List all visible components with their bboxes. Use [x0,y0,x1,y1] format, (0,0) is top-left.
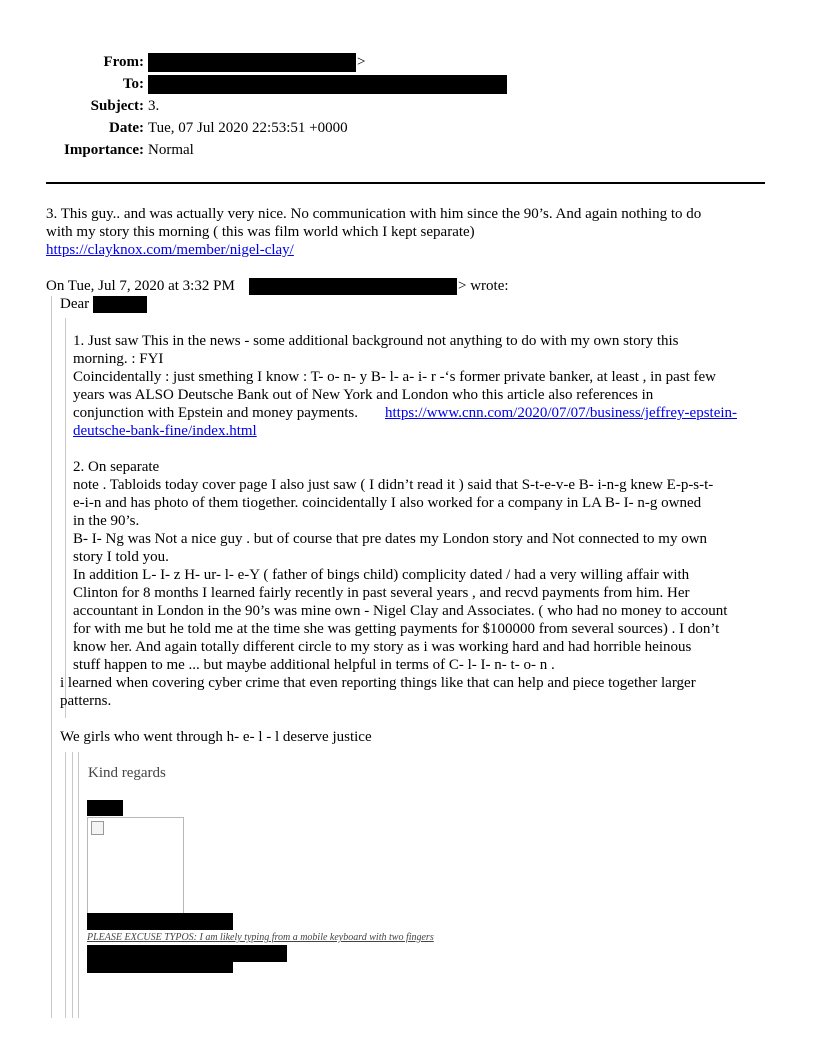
date-label: Date: [109,120,144,136]
quote-bar [65,752,66,1018]
quoted-line: in the 90’s. [73,513,140,529]
quoted-line: for with me but he told me at the time she was getting payments for $100000 from several sources) . I don’t [73,621,720,637]
from-label: From: [103,54,144,70]
cnn-link-part1[interactable]: https://www.cnn.com/2020/07/07/business/jeffrey-epstein- [385,405,738,421]
quoted-line: accountant in London in the 90’s was mine own - Nigel Clay and Associates. ( who had no money to account [73,603,728,619]
redacted-signature-line [87,962,233,973]
signature-image [87,817,184,914]
header-divider [46,182,765,184]
signature-regards: Kind regards [88,765,166,781]
broken-image-icon [91,821,104,835]
subject-value: 3. [148,98,160,114]
date-value: Tue, 07 Jul 2020 22:53:51 +0000 [148,120,348,136]
redacted-recipient [148,75,507,94]
quoted-line: morning. : FYI [73,351,164,367]
reply-attribution-suffix: > wrote: [458,278,509,294]
cnn-link-part2[interactable]: deutsche-bank-fine/index.html [73,423,257,439]
subject-label: Subject: [90,98,144,114]
quoted-line: patterns. [60,693,112,709]
redacted-signature-name [87,800,123,816]
quoted-line: Coincidentally : just smething I know : T- o- n- y B- l- a- i- r -‘s former private banker, at least , in past few [73,369,716,385]
quoted-line: 1. Just saw This in the news - some additional background not anything to do with my own story this [73,333,679,349]
quoted-line: note . Tabloids today cover page I also just saw ( I didn’t read it ) said that S-t-e-v-e B- i-n-g knew E-p-s-t- [73,477,714,493]
quoted-line: B- I- Ng was Not a nice guy . but of course that pre dates my London story and Not connected to my own [73,531,708,547]
quote-bar [51,296,52,1018]
to-label: To: [122,76,144,92]
reply-attribution-prefix: On Tue, Jul 7, 2020 at 3:32 PM [46,278,235,294]
quoted-line: 2. On separate [73,459,160,475]
redacted-signature-line [87,913,233,930]
quoted-line: Clinton for 8 months I learned fairly recently in past several years , and recvd payments from him. Her [73,585,690,601]
quote-bar [78,752,79,1018]
clayknox-link[interactable]: https://clayknox.com/member/nigel-clay/ [46,242,294,258]
quote-bar [65,318,66,718]
greeting: Dear [60,296,90,312]
quoted-line: years was ALSO Deutsche Bank out of New York and London who this article also references in [73,387,654,403]
body-line: with my story this morning ( this was film world which I kept separate) [46,224,475,240]
quoted-line: i learned when covering cyber crime that even reporting things like that can help and piece together larger [60,675,696,691]
redacted-signature-line [87,945,287,962]
redacted-sender [148,53,356,72]
redacted-name [93,296,147,313]
importance-value: Normal [148,142,194,158]
quoted-line: e-i-n and has photo of them tiogether. coincidentally I also worked for a company in LA B- I- n-g owned [73,495,702,511]
importance-label: Importance: [64,142,144,158]
quoted-line: stuff happen to me ... but maybe additional helpful in terms of C- l- I- n- t- o- n . [73,657,555,673]
quoted-line: conjunction with Epstein and money payments. [73,405,358,421]
quoted-line: know her. And again totally different circle to my story as i was working hard and had horrible heinous [73,639,692,655]
closing-line: We girls who went through h- e- l - l deserve justice [60,729,372,745]
body-line: 3. This guy.. and was actually very nice. No communication with him since the 90’s. And again nothing to do [46,206,702,222]
quoted-line: In addition L- I- z H- ur- l- e-Y ( father of bings child) complicity dated / had a very willing affair with [73,567,690,583]
typo-disclaimer: PLEASE EXCUSE TYPOS: I am likely typing from a mobile keyboard with two fingers [87,932,434,943]
redacted-original-sender [249,278,457,295]
from-suffix: > [357,54,366,70]
quote-bar [72,752,73,1018]
quoted-line: story I told you. [73,549,169,565]
